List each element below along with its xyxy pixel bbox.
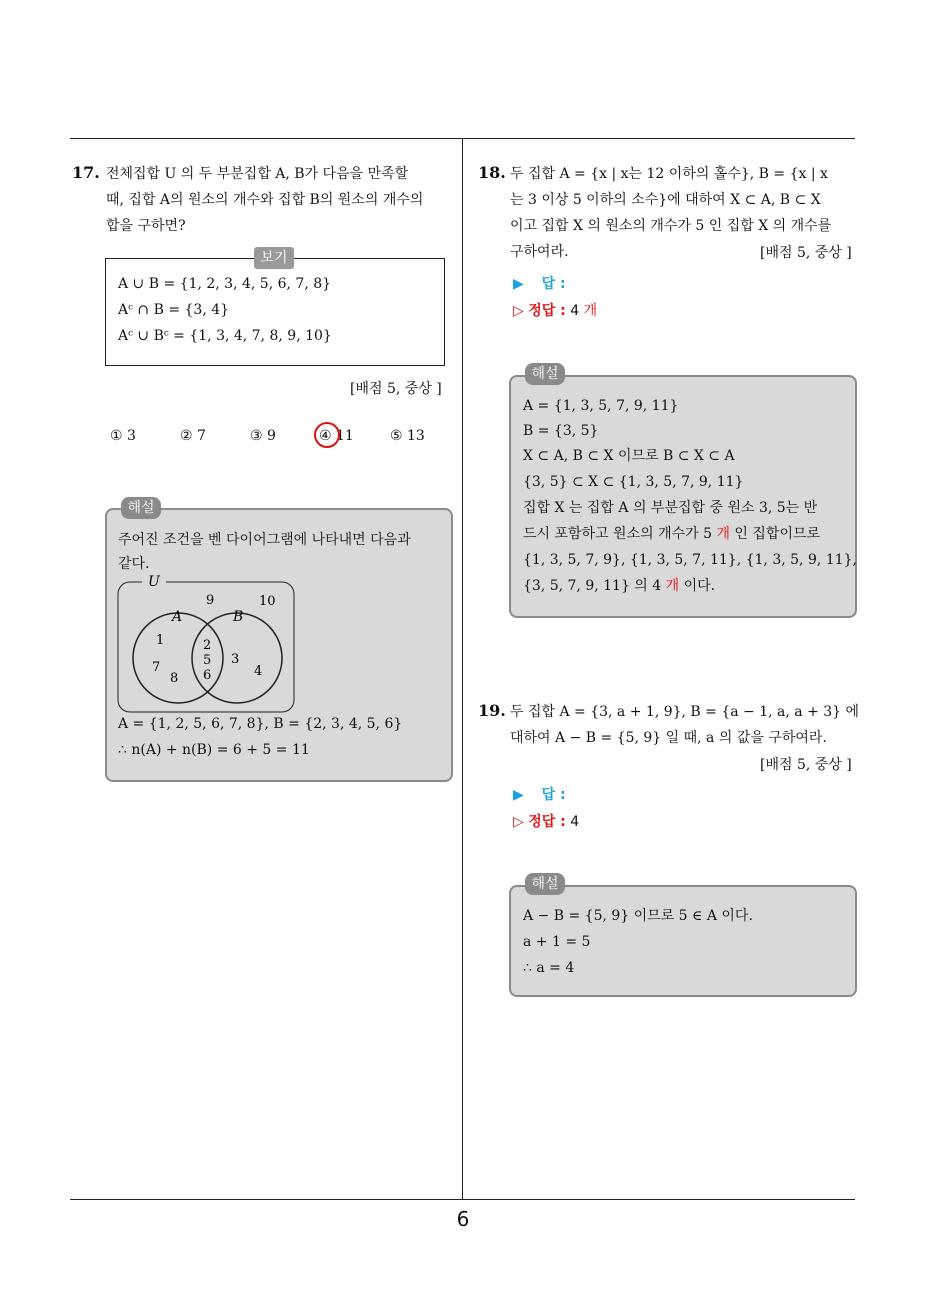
question-18-line: 는 3 이상 5 이하의 소수}에 대하여 X ⊂ A, B ⊂ X [510,192,821,208]
solution-text-red: 개 [716,526,730,542]
solution-text: 주어진 조건을 벤 다이어그램에 나타내면 다음과 [118,532,411,548]
solution-text-red: 개 [665,578,680,594]
solution-text: {3, 5} ⊂ X ⊂ {1, 3, 5, 7, 9, 11} [523,474,744,490]
venn-set-a-label: A [172,609,183,625]
answer-label: 답 : [541,787,566,803]
solution-label: 해설 [525,873,565,895]
venn-universe-label: U [148,574,160,590]
question-18-points: [배점 5, 중상 ] [760,245,852,261]
column-divider [462,138,463,1200]
solution-text [523,576,715,596]
correct-line-18 [513,300,597,320]
solution-text: ∴ a = 4 [523,960,575,976]
question-17-line: 때, 집합 A의 원소의 개수와 집합 B의 원소의 개수의 [106,192,424,208]
question-19-points: [배점 5, 중상 ] [760,757,852,773]
choice-3[interactable]: ③ 9 [250,428,276,444]
solution-text: A = {1, 3, 5, 7, 9, 11} [523,398,679,414]
question-19-number: 19. [478,701,506,720]
blue-triangle-icon: ▶ [513,787,524,803]
solution-text-part: {3, 5, 7, 9, 11} 의 4 [523,578,666,594]
venn-diagram [112,572,298,714]
correct-value: 4 [570,814,580,830]
bogi-condition: Aᶜ ∩ B = {3, 4} [118,302,230,318]
solution-text: 같다. [118,556,150,572]
solution-text: A = {1, 2, 5, 6, 7, 8}, B = {2, 3, 4, 5, 6} [118,716,403,732]
solution-text: a + 1 = 5 [523,934,591,950]
blue-triangle-icon: ▶ [513,276,524,292]
choice-2[interactable]: ② 7 [180,428,206,444]
question-18-number: 18. [478,163,506,182]
question-18-line: 구하여라. [510,244,569,260]
choice-4[interactable]: ④ 11 [319,428,354,444]
solution-text: A − B = {5, 9} 이므로 5 ∈ A 이다. [523,908,753,924]
answer-line-18 [513,273,566,293]
solution-text: B = {3, 5} [523,423,599,439]
solution-text: ∴ n(A) + n(B) = 6 + 5 = 11 [118,742,310,758]
question-17-number: 17. [72,163,100,182]
solution-text-part: 인 집합이므로 [729,526,821,542]
question-18-line: 두 집합 A = {x | x는 12 이하의 홀수}, B = {x | x [510,166,828,182]
bogi-label: 보기 [254,247,294,269]
venn-element: 2 [203,638,212,653]
venn-element: 10 [259,594,276,609]
solution-label: 해설 [121,497,161,519]
bogi-condition: A ∪ B = {1, 2, 3, 4, 5, 6, 7, 8} [118,276,332,292]
question-19-line: 두 집합 A = {3, a + 1, 9}, B = {a − 1, a, a + 3} 에 [510,704,860,720]
solution-text: X ⊂ A, B ⊂ X 이므로 B ⊂ X ⊂ A [523,448,735,464]
bottom-rule [70,1199,855,1200]
question-17-line: 전체집합 U 의 두 부분집합 A, B가 다음을 만족할 [106,166,409,182]
venn-element: 3 [231,652,240,667]
bogi-condition: Aᶜ ∪ Bᶜ = {1, 3, 4, 7, 8, 9, 10} [118,328,332,344]
answer-line-19 [513,784,566,804]
choice-1[interactable]: ① 3 [110,428,136,444]
correct-label: 정답 : [528,814,566,830]
correct-value: 4 [570,303,580,319]
solution-text: {1, 3, 5, 7, 9}, {1, 3, 5, 7, 11}, {1, 3, 5, 9, 11}, [523,552,857,568]
venn-element: 8 [170,671,179,686]
venn-element: 9 [206,593,215,608]
venn-set-b-label: B [233,609,244,625]
red-outline-triangle-icon: ▷ [513,303,524,319]
question-18-line: 이고 집합 X 의 원소의 개수가 5 인 집합 X 의 개수를 [510,218,832,234]
venn-element: 7 [152,660,161,675]
correct-unit: 개 [583,303,598,319]
venn-element: 5 [203,653,212,668]
question-17-points: [배점 5, 중상 ] [350,381,442,397]
solution-text [523,524,820,544]
correct-line-19 [513,811,579,831]
page-number: 6 [456,1207,470,1231]
answer-mark-circle [314,422,340,448]
solution-label: 해설 [525,363,565,385]
solution-text: 집합 X 는 집합 A 의 부분집합 중 원소 3, 5는 반 [523,500,818,516]
red-outline-triangle-icon: ▷ [513,814,524,830]
solution-text-part: 드시 포함하고 원소의 개수가 5 [523,526,717,542]
venn-element: 1 [156,633,165,648]
answer-label: 답 : [541,276,566,292]
venn-element: 4 [254,664,263,679]
choice-5[interactable]: ⑤ 13 [390,428,425,444]
question-19-line: 대하여 A − B = {5, 9} 일 때, a 의 값을 구하여라. [510,730,827,746]
correct-label: 정답 : [528,303,566,319]
venn-element: 6 [203,668,212,683]
solution-text-part: 이다. [679,578,716,594]
question-17-line: 합을 구하면? [106,218,186,234]
